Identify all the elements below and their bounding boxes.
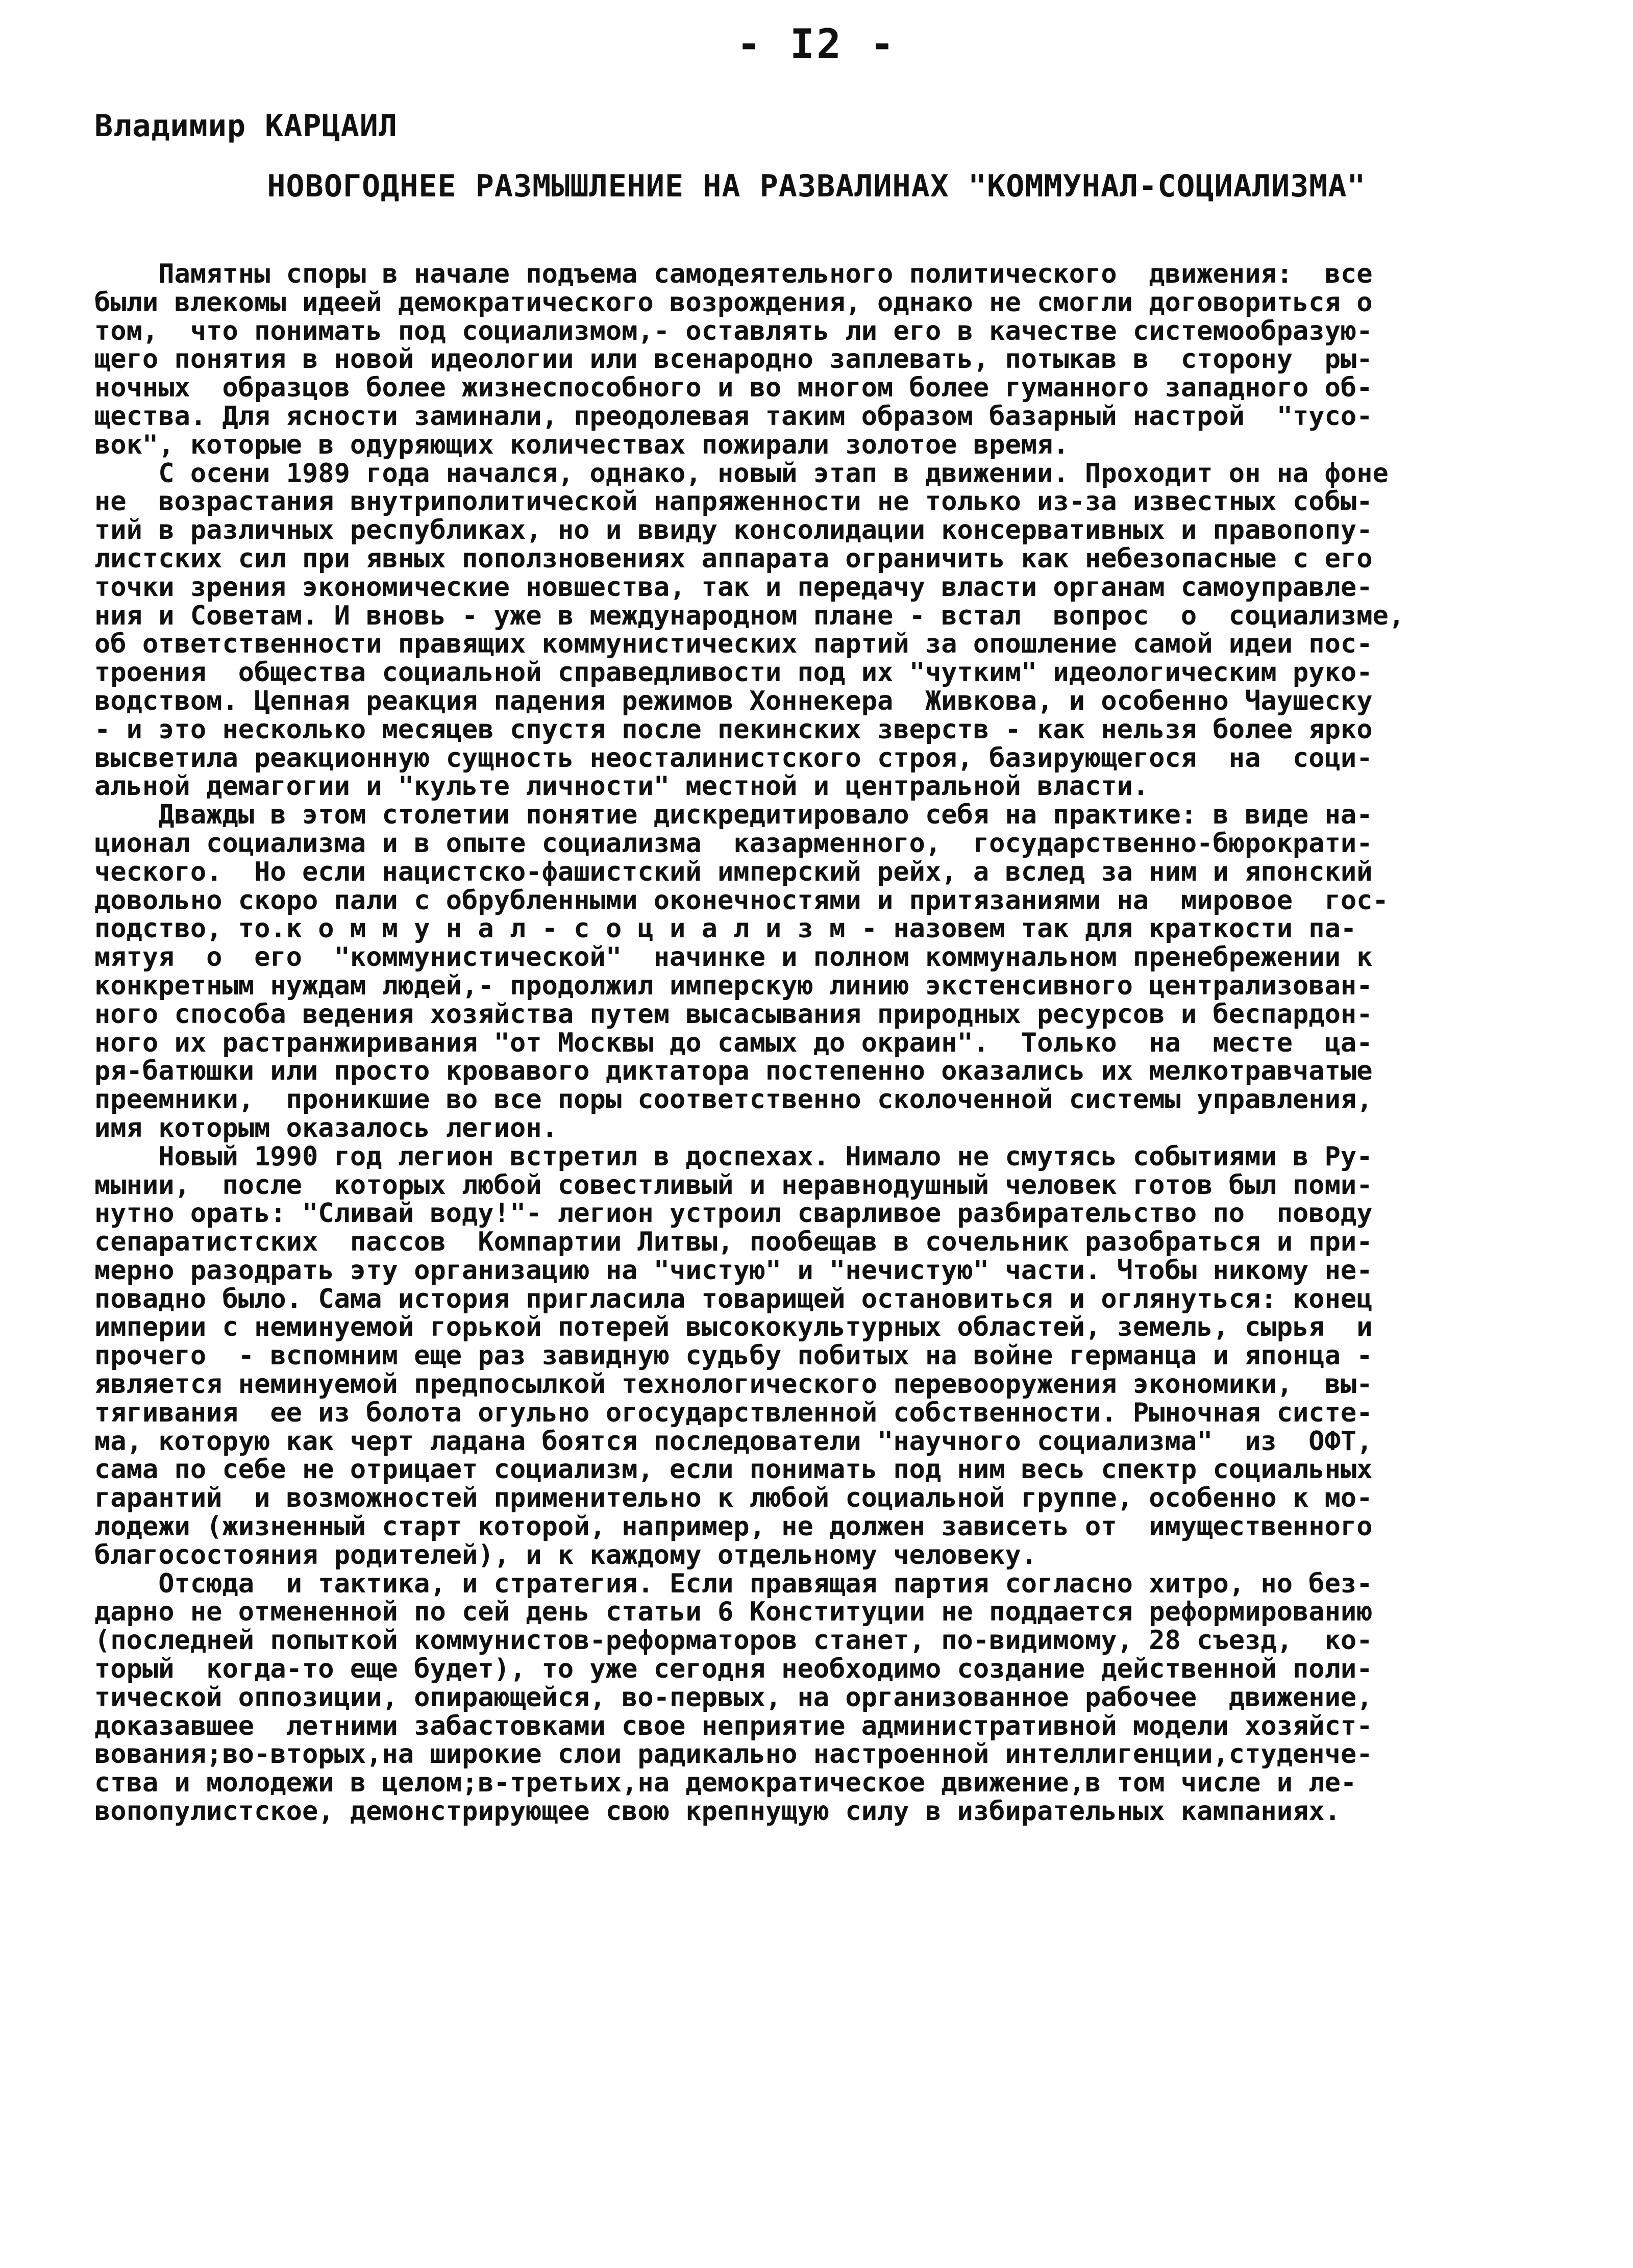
text-line: тий в различных республиках, но и ввиду консолидации консервативных и правопопу- xyxy=(94,515,1373,546)
text-line: прочего - вспомним еще раз завидную судьбу побитых на войне германца и японца - xyxy=(94,1340,1373,1372)
text-line: не возрастания внутриполитической напряженности не только из-за известных собы- xyxy=(94,486,1373,517)
text-line: ного способа ведения хозяйства путем высасывания природных ресурсов и беспардон- xyxy=(94,999,1373,1030)
text-line: сепаратистских пассов Компартии Литвы, пообещав в сочельник разобраться и при- xyxy=(94,1227,1373,1258)
text-line: Отсюда и тактика, и стратегия. Если правящая партия согласно хитро, но без- xyxy=(94,1568,1373,1599)
text-line: - и это несколько месяцев спустя после пекинских зверств - как нельзя более ярко xyxy=(94,714,1373,745)
text-line: дарно не отмененной по сей день статьи 6 Конституции не поддается реформированию xyxy=(94,1597,1373,1628)
author-name: Владимир КАРЦАИЛ xyxy=(94,108,398,144)
text-line: повадно было. Сама история пригласила товарищей остановиться и оглянуться: конец xyxy=(94,1283,1373,1314)
text-line: С осени 1989 года начался, однако, новый этап в движении. Проходит он на фоне xyxy=(94,458,1389,489)
text-line: тической оппозиции, опирающейся, во-первых, на организованное рабочее движение, xyxy=(94,1682,1373,1713)
text-line: водством. Цепная реакция падения режимов Хоннекера Живкова, и особенно Чаушеску xyxy=(94,685,1373,716)
text-line: вования;во-вторых,на широкие слои радикально настроенной интеллигенции,студенче- xyxy=(94,1739,1373,1770)
text-line: были влекомы идеей демократического возрождения, однако не смогли договориться о xyxy=(94,287,1373,318)
text-line: ционал социализма и в опыте социализма казарменного, государственно-бюрократи- xyxy=(94,828,1373,859)
text-line: щего понятия в новой идеологии или всенародно заплевать, потыкав в сторону ры- xyxy=(94,344,1373,375)
text-line: об ответственности правящих коммунистических партий за опошление самой идеи пос- xyxy=(94,629,1373,660)
text-line: Новый 1990 год легион встретил в доспехах. Нимало не смутясь событиями в Ру- xyxy=(94,1141,1373,1172)
text-line: ния и Советам. И вновь - уже в международном плане - встал вопрос о социализме, xyxy=(94,600,1405,631)
text-line: благосостояния родителей), и к каждому отдельному человеку. xyxy=(94,1539,1037,1571)
text-line: нутно орать: "Сливай воду!"- легион устроил сварливое разбирательство по поводу xyxy=(94,1198,1373,1229)
text-line: мынии, после которых любой совестливый и неравнодушный человек готов был поми- xyxy=(94,1169,1373,1201)
text-line: вок", которые в одуряющих количествах пожирали золотое время. xyxy=(94,429,1069,460)
article-body xyxy=(94,260,1613,1826)
text-line: Памятны споры в начале подъема самодеятельного политического движения: все xyxy=(94,259,1373,289)
text-line: является неминуемой предпосылкой технологического перевооружения экономики, вы- xyxy=(94,1369,1373,1400)
text-line: подство, то.к о м м у н а л - с о ц и а л и з м - назовем так для краткости па- xyxy=(94,913,1357,944)
text-line: высветила реакционную сущность неосталинистского строя, базирующегося на соци- xyxy=(94,742,1373,774)
text-line: конкретным нуждам людей,- продолжил имперскую линию экстенсивного централизован- xyxy=(94,970,1373,1001)
text-line: ря-батюшки или просто кровавого диктатора постепенно оказались их мелкотравчатые xyxy=(94,1056,1373,1087)
text-line: империи с неминуемой горькой потерей высококультурных областей, земель, сырья и xyxy=(94,1312,1373,1343)
text-line: ного их растранжиривания "от Москвы до самых до окраин". Только на месте ца- xyxy=(94,1027,1373,1058)
article-title: НОВОГОДНЕЕ РАЗМЫШЛЕНИЕ НА РАЗВАЛИНАХ "КОММУНАЛ-СОЦИАЛИЗМА" xyxy=(267,168,1366,204)
text-line: ма, которую как черт ладана боятся последователи "научного социализма" из ОФТ, xyxy=(94,1426,1373,1457)
text-line: Дважды в этом столетии понятие дискредитировало себя на практике: в виде на- xyxy=(94,800,1373,831)
text-line: троения общества социальной справедливости под их "чутким" идеологическим руко- xyxy=(94,657,1373,688)
text-line: имя которым оказалось легион. xyxy=(94,1112,558,1143)
page-number: - I2 - xyxy=(736,20,897,68)
text-line: том, что понимать под социализмом,- оставлять ли его в качестве системообразую- xyxy=(94,315,1373,346)
text-line: мерно разодрать эту организацию на "чистую" и "нечистую" части. Чтобы никому не- xyxy=(94,1255,1373,1286)
text-line: довольно скоро пали с обрубленными оконечностями и притязаниями на мировое гос- xyxy=(94,885,1389,916)
text-line: вопопулистское, демонстрирующее свою крепнущую силу в избирательных кампаниях. xyxy=(94,1796,1341,1827)
text-line: точки зрения экономические новшества, так и передачу власти органам самоуправле- xyxy=(94,571,1373,603)
text-line: доказавшее летними забастовками свое неприятие административной модели хозяйст- xyxy=(94,1710,1373,1741)
text-line: листских сил при явных поползновениях аппарата ограничить как небезопасные с его xyxy=(94,543,1373,574)
text-line: мятуя о его "коммунистической" начинке и полном коммунальном пренебрежении к xyxy=(94,942,1373,973)
text-line: тягивания ее из болота огульно огосударствленной собственности. Рыночная систе- xyxy=(94,1397,1373,1428)
text-line: ческого. Но если нацистско-фашистский имперский рейх, а вслед за ним и японский xyxy=(94,856,1373,887)
text-line: альной демагогии и "культе личности" местной и центральной власти. xyxy=(94,771,1149,802)
text-line: ства и молодежи в целом;в-третьих,на демократическое движение,в том числе и ле- xyxy=(94,1767,1357,1799)
text-line: лодежи (жизненный старт которой, например, не должен зависеть от имущественного xyxy=(94,1511,1373,1542)
text-line: (последней попыткой коммунистов-реформаторов станет, по-видимому, 28 съезд, ко- xyxy=(94,1625,1373,1656)
text-line: ночных образцов более жизнеспособного и во многом более гуманного западного об- xyxy=(94,372,1373,404)
text-line: торый когда-то еще будет), то уже сегодня необходимо создание действенной поли- xyxy=(94,1654,1373,1685)
text-line: гарантий и возможностей применительно к любой социальной группе, особенно к мо- xyxy=(94,1483,1373,1514)
text-line: щества. Для ясности заминали, преодолевая таким образом базарный настрой "тусо- xyxy=(94,401,1373,432)
text-line: сама по себе не отрицает социализм, если понимать под ним весь спектр социальных xyxy=(94,1454,1373,1485)
text-line: преемники, проникшие во все поры соответственно сколоченной системы управления, xyxy=(94,1084,1373,1115)
